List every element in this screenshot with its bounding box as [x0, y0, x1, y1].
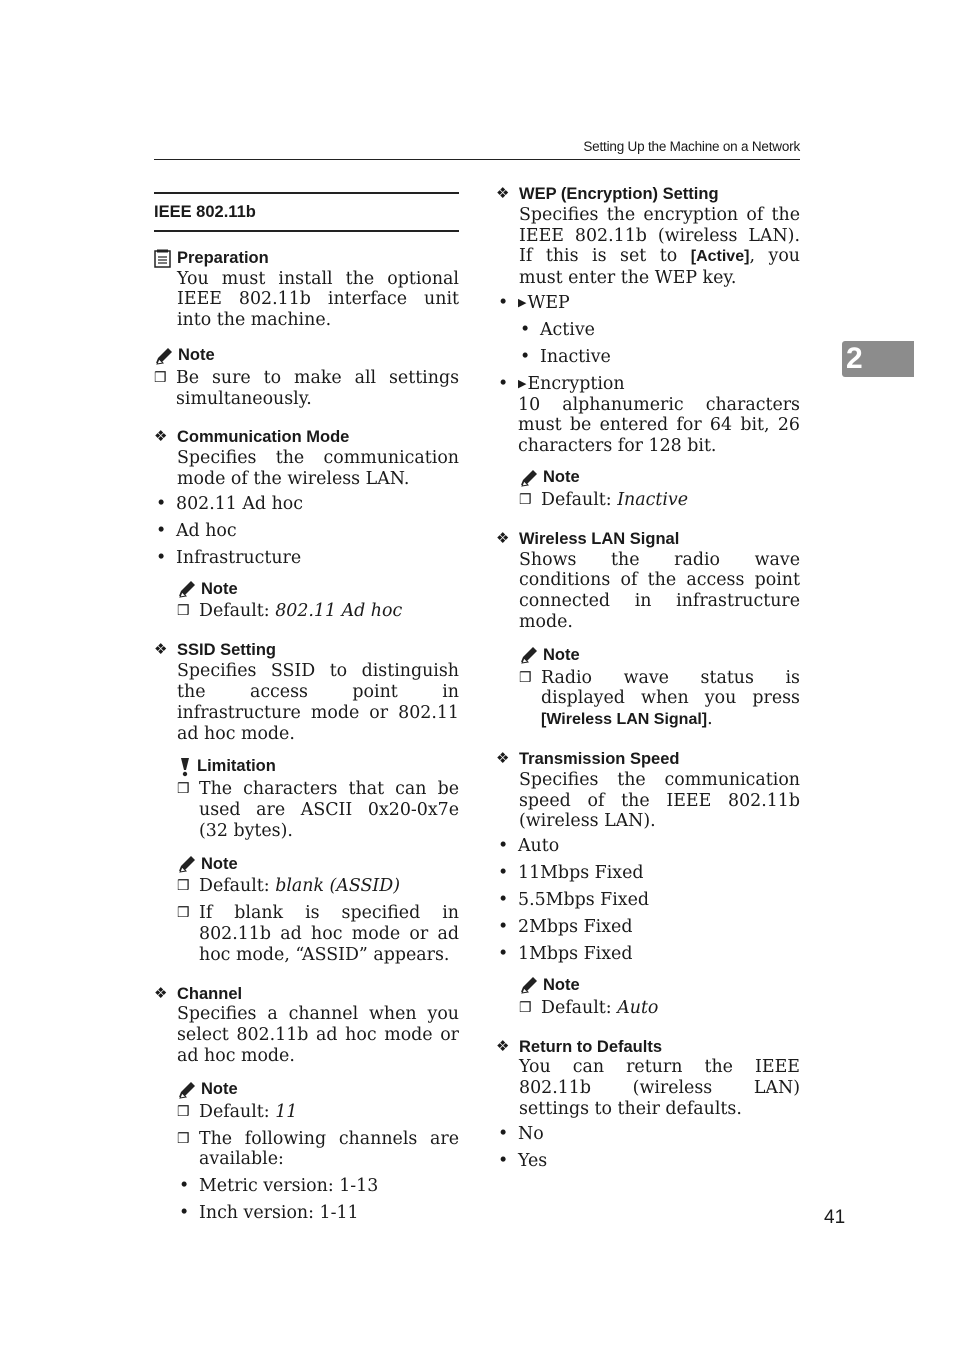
triangle-icon: ▶	[518, 376, 527, 390]
wep-options	[496, 293, 800, 457]
note-item	[177, 1102, 459, 1123]
diamond-icon: ❖	[154, 641, 168, 659]
defaults-label: Return to Defaults	[519, 1037, 663, 1056]
note-label: Note	[201, 1079, 238, 1098]
right-column	[496, 184, 800, 1178]
signal-note-text: Radio wave status is displayed when you press	[541, 667, 800, 709]
speed-text: Specifies the communication speed of the IEEE 802.11b (wireless LAN).	[519, 769, 800, 832]
encryption-text: 10 alphanumeric characters must be entered for 64 bit, 26 characters for 128 bit.	[518, 394, 800, 457]
speed-options	[496, 836, 800, 965]
channel-text: Specifies a channel when you select 802.11b ad hoc mode or ad hoc mode.	[177, 1004, 459, 1067]
checkbox-icon: ❒	[519, 669, 532, 686]
list-item: • Inch version: 1-11	[177, 1203, 459, 1224]
pencil-icon	[519, 467, 539, 488]
note-label: Note	[178, 345, 215, 364]
note-heading	[177, 1079, 459, 1100]
defaults-options	[496, 1124, 800, 1172]
running-head: Setting Up the Machine on a Network	[583, 139, 800, 154]
pencil-icon	[519, 975, 539, 996]
list-item: • 802.11 Ad hoc	[154, 494, 459, 515]
checkbox-icon: ❒	[177, 1130, 190, 1147]
default-prefix: Default:	[199, 601, 276, 622]
note-item	[177, 601, 459, 622]
default-value: Auto	[617, 997, 659, 1018]
default-value: 11	[275, 1101, 298, 1122]
signal-label: Wireless LAN Signal	[519, 529, 680, 548]
wep-heading	[496, 184, 800, 205]
preparation-text: You must install the optional IEEE 802.11b interface unit into the machine.	[177, 268, 459, 331]
list-item: • No	[496, 1124, 800, 1145]
checkbox-icon: ❒	[177, 878, 190, 895]
wep-item-label: WEP	[527, 292, 570, 313]
list-item: • Auto	[496, 836, 800, 857]
list-item: • Metric version: 1-13	[177, 1176, 459, 1197]
list-item: • 2Mbps Fixed	[496, 917, 800, 938]
ssid-text: Specifies SSID to distinguish the access point in infrastructure mode or 802.11 ad hoc mode.	[177, 661, 459, 744]
page-number: 41	[824, 1207, 846, 1228]
list-item: • Active	[518, 320, 800, 341]
wep-text	[519, 205, 800, 289]
pencil-icon	[177, 1079, 197, 1100]
wep-text-before: Specifies the encryption of the IEEE 802.11b (wireless LAN). If this is set to	[519, 204, 800, 267]
channel-label: Channel	[177, 984, 243, 1003]
note-item	[177, 903, 459, 965]
preparation-label: Preparation	[177, 248, 269, 267]
default-prefix: Default:	[199, 876, 276, 897]
encryption-label: Encryption	[527, 373, 625, 394]
default-value: Inactive	[617, 489, 689, 510]
diamond-icon: ❖	[154, 984, 168, 1002]
limitation-text: The characters that can be used are ASCII 0x20-0x7e (32 bytes).	[199, 779, 459, 841]
note-heading	[154, 345, 459, 366]
note-heading	[177, 579, 459, 600]
checkbox-icon: ❒	[154, 369, 167, 386]
checkbox-icon: ❒	[177, 905, 190, 922]
pencil-icon	[154, 345, 174, 366]
list-item	[496, 293, 800, 368]
list-item: • 1Mbps Fixed	[496, 944, 800, 965]
wep-text-after: , you must enter the WEP key.	[519, 246, 800, 289]
note-text: If blank is specified in 802.11b ad hoc mode or ad hoc mode, “ASSID” appears.	[199, 903, 459, 965]
triangle-icon: ▶	[518, 295, 527, 309]
signal-note-end: .	[707, 709, 713, 730]
pencil-icon	[177, 579, 197, 600]
ssid-label: SSID Setting	[177, 641, 277, 660]
checkbox-icon: ❒	[519, 491, 532, 508]
default-prefix: Default:	[541, 997, 618, 1018]
checkbox-icon: ❒	[177, 781, 190, 798]
active-key: [Active]	[690, 248, 750, 266]
default-value: blank (ASSID)	[275, 876, 400, 897]
exclamation-icon	[177, 756, 193, 777]
note-item	[519, 998, 800, 1019]
note-label: Note	[543, 645, 580, 664]
list-item: • Infrastructure	[154, 548, 459, 569]
note-label: Note	[543, 467, 580, 486]
preparation-heading	[154, 248, 459, 269]
list-item: • Inactive	[518, 347, 800, 368]
speed-heading	[496, 749, 800, 770]
channel-versions	[177, 1176, 459, 1224]
note-heading	[519, 467, 800, 488]
comm-mode-options	[154, 494, 459, 569]
diamond-icon: ❖	[154, 428, 168, 446]
comm-mode-heading	[154, 427, 459, 448]
pencil-icon	[519, 645, 539, 666]
ssid-heading	[154, 640, 459, 661]
limitation-item	[177, 779, 459, 841]
signal-text: Shows the radio wave conditions of the access point connected in infrastructure mode.	[519, 549, 800, 632]
list-item: • Yes	[496, 1151, 800, 1172]
limitation-label: Limitation	[197, 757, 276, 776]
chapter-number: 2	[846, 342, 863, 375]
defaults-heading	[496, 1037, 800, 1058]
wep-label: WEP (Encryption) Setting	[519, 185, 719, 203]
checkbox-icon: ❒	[519, 999, 532, 1016]
clipboard-icon	[154, 248, 171, 269]
comm-mode-text: Specifies the communication mode of the wireless LAN.	[177, 448, 459, 489]
list-item: • Ad hoc	[154, 521, 459, 542]
note-label: Note	[201, 579, 238, 598]
speed-label: Transmission Speed	[519, 749, 680, 768]
checkbox-icon: ❒	[177, 603, 190, 620]
note-text: Be sure to make all settings simultaneously.	[176, 367, 459, 409]
note-item	[154, 368, 459, 410]
default-prefix: Default:	[541, 489, 618, 510]
channel-heading	[154, 984, 459, 1005]
comm-mode-label: Communication Mode	[177, 428, 350, 447]
chapter-tab	[842, 341, 914, 377]
note-heading	[519, 645, 800, 666]
list-item	[496, 374, 800, 457]
diamond-icon: ❖	[496, 1037, 510, 1055]
defaults-text: You can return the IEEE 802.11b (wireless LAN) settings to their defaults.	[519, 1057, 800, 1120]
diamond-icon: ❖	[496, 749, 510, 767]
note-item	[177, 876, 459, 897]
pencil-icon	[177, 854, 197, 875]
default-value: 802.11 Ad hoc	[275, 601, 403, 622]
section-title: IEEE 802.11b	[154, 192, 459, 232]
note-label: Note	[201, 854, 238, 873]
checkbox-icon: ❒	[177, 1103, 190, 1120]
list-item: • 11Mbps Fixed	[496, 863, 800, 884]
note-text: The following channels are available:	[199, 1128, 459, 1170]
note-item	[519, 490, 800, 511]
note-item	[519, 668, 800, 731]
note-item	[177, 1129, 459, 1171]
diamond-icon: ❖	[496, 185, 510, 202]
header-rule	[154, 159, 800, 160]
diamond-icon: ❖	[496, 529, 510, 547]
list-item: • 5.5Mbps Fixed	[496, 890, 800, 911]
left-column	[154, 192, 459, 1230]
signal-heading	[496, 529, 800, 550]
note-heading	[519, 975, 800, 996]
note-heading	[177, 854, 459, 875]
wireless-lan-signal-key: [Wireless LAN Signal]	[541, 711, 708, 729]
default-prefix: Default:	[199, 1101, 276, 1122]
note-label: Note	[543, 975, 580, 994]
limitation-heading	[177, 756, 459, 777]
